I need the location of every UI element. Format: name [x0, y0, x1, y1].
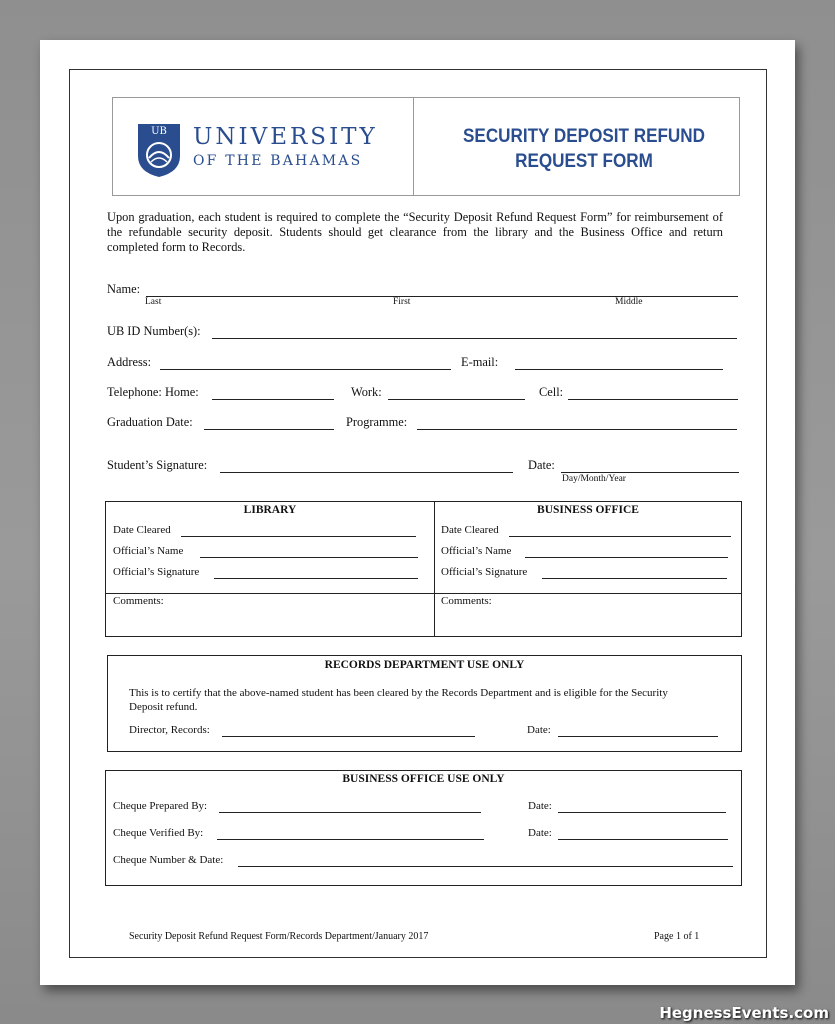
library-date-cleared-field[interactable]: [181, 536, 416, 537]
cell-label: Cell:: [539, 385, 564, 399]
director-records-label: Director, Records:: [129, 724, 210, 736]
director-records-field[interactable]: [222, 736, 475, 737]
work-label: Work:: [351, 385, 382, 399]
comments-divider: [106, 593, 741, 594]
graduation-date-label: Graduation Date:: [107, 415, 193, 429]
email-field[interactable]: [515, 369, 723, 370]
footer-form-reference: Security Deposit Refund Request Form/Records Department/January 2017: [129, 931, 429, 942]
ub-seal-icon: [135, 122, 183, 178]
ub-id-field[interactable]: [212, 338, 737, 339]
business-date-cleared-label: Date Cleared: [441, 524, 499, 536]
page-number: Page 1 of 1: [654, 931, 700, 942]
address-field[interactable]: [160, 369, 451, 370]
address-label: Address:: [107, 355, 152, 369]
library-date-cleared-label: Date Cleared: [113, 524, 171, 536]
title-line-2: REQUEST FORM: [515, 151, 653, 172]
student-signature-label: Student’s Signature:: [107, 458, 208, 472]
records-department-box: [107, 655, 742, 752]
cheque-number-date-label: Cheque Number & Date:: [113, 854, 224, 866]
records-date-field[interactable]: [558, 736, 718, 737]
logo-line-1: UNIVERSITY: [193, 124, 378, 150]
programme-field[interactable]: [417, 429, 737, 430]
business-officials-name-field[interactable]: [525, 557, 728, 558]
name-field[interactable]: [146, 296, 738, 297]
date-format-hint: Day/Month/Year: [562, 474, 626, 484]
library-officials-signature-field[interactable]: [214, 578, 418, 579]
title-line-1: SECURITY DEPOSIT REFUND: [463, 126, 705, 147]
business-officials-signature-label: Official’s Signature: [441, 566, 528, 578]
cheque-verified-date-field[interactable]: [558, 839, 728, 840]
business-office-use-title: BUSINESS OFFICE USE ONLY: [342, 773, 505, 785]
work-phone-field[interactable]: [388, 399, 525, 400]
business-officials-name-label: Official’s Name: [441, 545, 512, 557]
clearance-table: [105, 501, 742, 637]
signature-date-label: Date:: [528, 458, 555, 472]
student-signature-field[interactable]: [220, 472, 513, 473]
library-officials-name-label: Official’s Name: [113, 545, 184, 557]
form-page: [40, 40, 795, 985]
library-officials-signature-label: Official’s Signature: [113, 566, 200, 578]
cheque-verified-label: Cheque Verified By:: [113, 827, 204, 839]
cheque-verified-date-label: Date:: [528, 827, 552, 839]
programme-label: Programme:: [346, 415, 408, 429]
form-header: [112, 97, 740, 196]
business-office-title: BUSINESS OFFICE: [537, 504, 639, 516]
graduation-date-field[interactable]: [204, 429, 334, 430]
cheque-prepared-date-label: Date:: [528, 800, 552, 812]
cheque-prepared-label: Cheque Prepared By:: [113, 800, 208, 812]
svg-text:UB: UB: [151, 126, 167, 137]
clearance-divider: [434, 502, 435, 636]
university-logo: [135, 122, 395, 180]
cheque-verified-field[interactable]: [217, 839, 484, 840]
logo-wordmark: [193, 124, 378, 172]
email-label: E-mail:: [461, 355, 499, 369]
records-certification-text: This is to certify that the above-named student has been cleared by the Records Department and is eligible for the Security Deposit refund.: [129, 687, 668, 713]
business-office-use-box: [105, 770, 742, 886]
library-title: LIBRARY: [243, 504, 297, 516]
watermark: HegnessEvents.com: [659, 1004, 829, 1022]
telephone-home-field[interactable]: [212, 399, 334, 400]
page-title: [431, 124, 737, 174]
name-label: Name:: [107, 282, 141, 296]
middle-label: Middle: [615, 297, 643, 307]
cheque-prepared-field[interactable]: [219, 812, 481, 813]
ub-id-label: UB ID Number(s):: [107, 324, 201, 338]
records-date-label: Date:: [527, 724, 551, 736]
telephone-home-label: Telephone: Home:: [107, 385, 199, 399]
logo-line-2: OF THE BAHAMAS: [193, 153, 363, 169]
intro-paragraph: Upon graduation, each student is required to complete the “Security Deposit Refund Request Form” for reimbursement of the refundable security deposit. Students should get clearance from the library and the Business Office and return completed form to Records.: [107, 210, 723, 254]
signature-date-field[interactable]: [561, 472, 739, 473]
last-label: Last: [145, 297, 162, 307]
library-officials-name-field[interactable]: [200, 557, 418, 558]
cell-phone-field[interactable]: [568, 399, 738, 400]
library-comments-label: Comments:: [113, 595, 164, 607]
header-divider: [413, 98, 414, 195]
business-date-cleared-field[interactable]: [509, 536, 731, 537]
records-title: RECORDS DEPARTMENT USE ONLY: [324, 659, 525, 671]
business-officials-signature-field[interactable]: [542, 578, 727, 579]
cheque-number-date-field[interactable]: [238, 866, 733, 867]
business-comments-label: Comments:: [441, 595, 492, 607]
first-label: First: [393, 297, 411, 307]
cheque-prepared-date-field[interactable]: [558, 812, 726, 813]
page-border: [69, 69, 767, 958]
